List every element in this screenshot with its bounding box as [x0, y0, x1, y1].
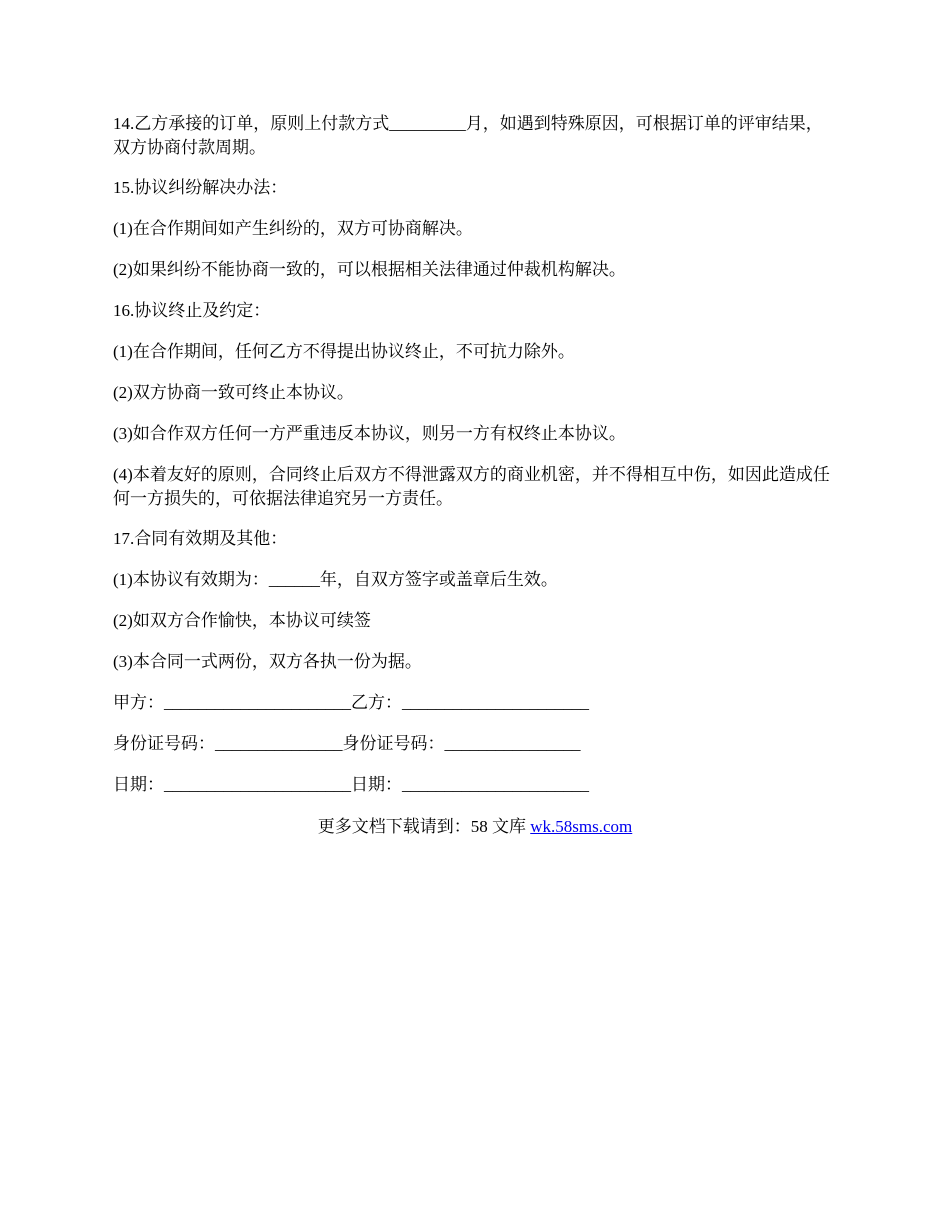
paragraph-16-item-4: (4)本着友好的原则，合同终止后双方不得泄露双方的商业机密，并不得相互中伤，如因此造成任何一方损失的，可依据法律追究另一方责任。 [113, 465, 830, 508]
paragraph-17-item-3: (3)本合同一式两份，双方各执一份为据。 [113, 652, 422, 671]
paragraph-15-item-2: (2)如果纠纷不能协商一致的，可以根据相关法律通过仲裁机构解决。 [113, 260, 626, 279]
paragraph-17-heading: 17.合同有效期及其他： [113, 529, 288, 548]
signature-party-line: 甲方：______________________乙方：______________________ [113, 693, 589, 712]
paragraph-16-item-2: (2)双方协商一致可终止本协议。 [113, 383, 354, 402]
paragraph-14-payment: 14.乙方承接的订单，原则上付款方式_________月，如遇到特殊原因，可根据订单的评审结果，双方协商付款周期。 [113, 114, 823, 157]
paragraph-15-heading: 15.协议纠纷解决办法： [113, 178, 288, 197]
paragraph-17-item-1: (1)本协议有效期为：______年，自双方签字或盖章后生效。 [113, 570, 558, 589]
date-line: 日期：______________________日期：______________________ [113, 775, 589, 794]
footer-link[interactable]: wk.58sms.com [530, 817, 633, 836]
download-footer [0, 815, 950, 839]
paragraph-15-item-1: (1)在合作期间如产生纠纷的，双方可协商解决。 [113, 219, 473, 238]
id-number-line: 身份证号码：_______________身份证号码：________________ [113, 734, 581, 753]
paragraph-16-item-3: (3)如合作双方任何一方严重违反本协议，则另一方有权终止本协议。 [113, 424, 626, 443]
paragraph-16-heading: 16.协议终止及约定： [113, 301, 271, 320]
paragraph-16-item-1: (1)在合作期间，任何乙方不得提出协议终止，不可抗力除外。 [113, 342, 575, 361]
paragraph-17-item-2: (2)如双方合作愉快，本协议可续签 [113, 611, 371, 630]
footer-text: 更多文档下载请到：58 文库 [317, 817, 531, 836]
